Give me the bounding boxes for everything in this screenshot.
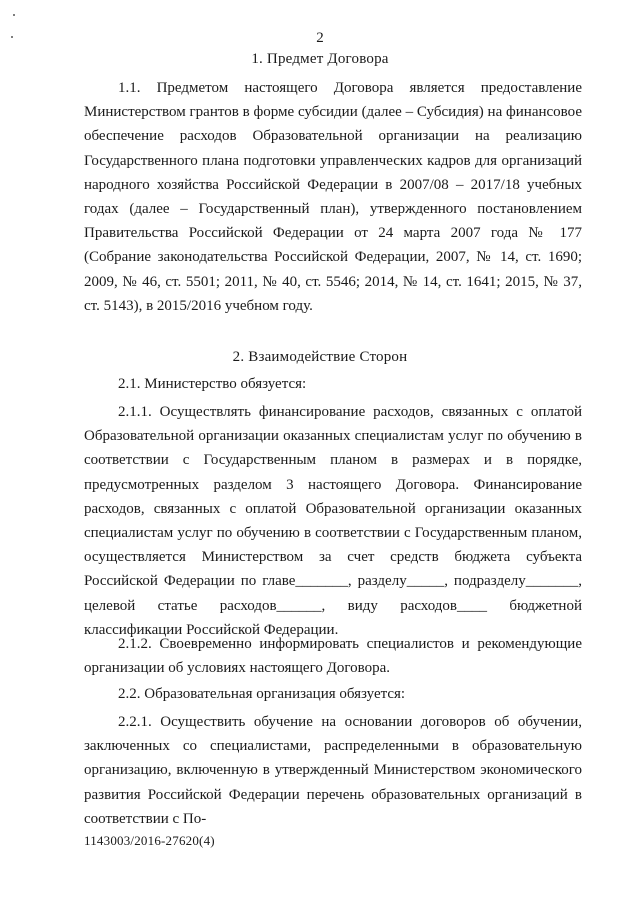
page-number: 2 (316, 30, 324, 46)
scan-speck (13, 14, 15, 16)
document-code: 1143003/2016-27620(4) (84, 833, 215, 848)
paragraph-2-2-1: 2.2.1. Осуществить обучение на основании договоров об обучении, заключенных со специалистами, распределенными в образовательную организацию, включенную в утвержденный Министерством экономического развития Российской Федерации перечень образовательных организаций в соответствии с По- (84, 714, 582, 827)
paragraph-2-1-2: 2.1.2. Своевременно информировать специалистов и рекомендующие организации об условиях настоящего Договора. (84, 636, 582, 677)
paragraph-2-1: 2.1. Министерство обязуется: (118, 376, 307, 392)
section-2-heading: 2. Взаимодействие Сторон (232, 349, 408, 365)
paragraph-1-1: 1.1. Предметом настоящего Договора является предоставление Министерством грантов в форме субсидии (далее – Субсидия) на финансовое обеспечение расходов Образовательной организации на реализацию Государственного плана подготовки управленческих кадров для организаций народного хозяйства Российской Федерации в 2007/08 – 2017/18 учебных годах (далее – Государственный план), утвержденного постановлением Правительства Российской Федерации от 24 марта 2007 года № 177 (Собрание законодательства Российской Федерации, 2007, № 14, ст. 1690; 2009, № 46, ст. 5501; 2011, № 40, ст. 5546; 2014, № 14, ст. 1641; 2015, № 37, ст. 5143), в 2015/2016 учебном году. (84, 80, 582, 314)
paragraph-2-1-1: 2.1.1. Осуществлять финансирование расходов, связанных с оплатой Образовательной организации оказанных специалистам услуг по обучению в соответствии с Государственным планом в размерах и в порядке, предусмотренных разделом 3 настоящего Договора. Финансирование расходов, связанных с оплатой Образовательной организации оказанных специалистам услуг по обучению в соответствии с Государственным планом, осуществляется Министерством за счет средств бюджета субъекта Российской Федерации по главе_______, разделу_____, подразделу_______, целевой статье расходов______, виду расходов____ бюджетной классификации Российской Федерации. (84, 404, 582, 638)
paragraph-2-2: 2.2. Образовательная организация обязуется: (118, 686, 406, 702)
section-1-heading: 1. Предмет Договора (251, 51, 389, 67)
